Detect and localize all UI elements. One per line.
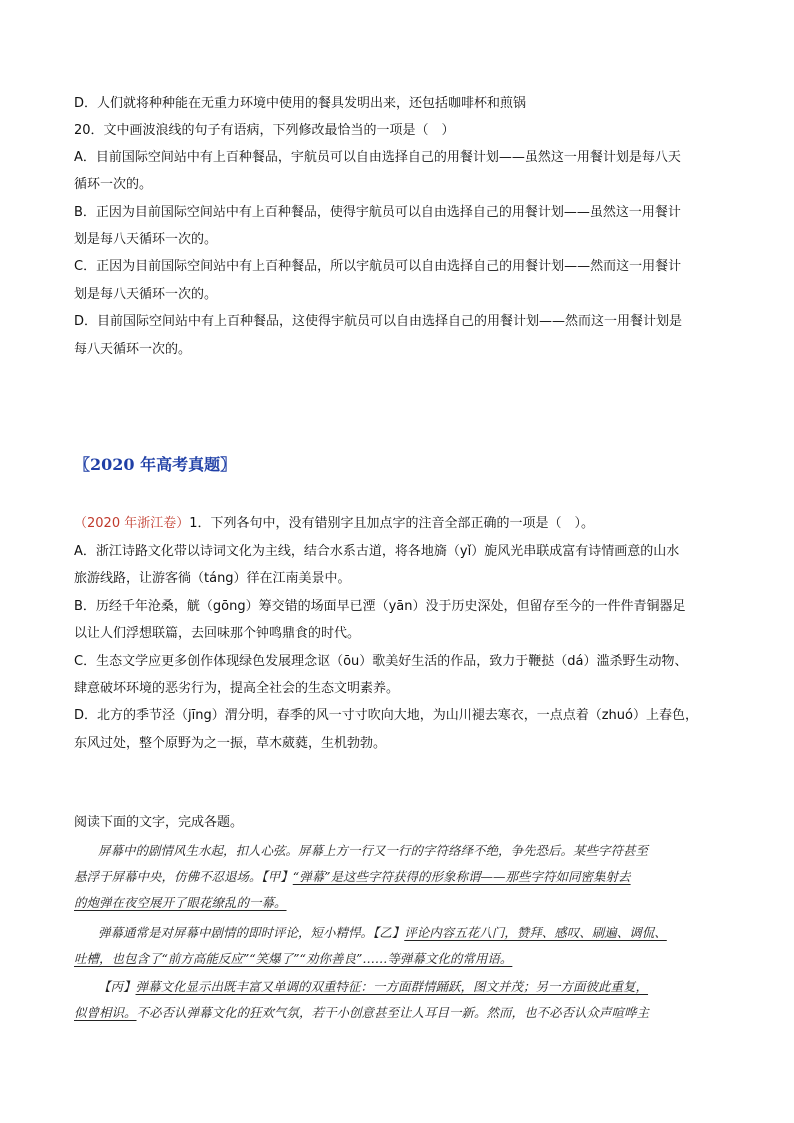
q20-option-a-line1: A．目前国际空间站中有上百种餐品，宇航员可以自由选择自己的用餐计划——虽然这一用餐计划是每八天 bbox=[74, 150, 681, 165]
passage-p2-line1-text: 弹幕通常是对屏幕中剧情的即时评论，短小精悍。【乙】 bbox=[98, 925, 405, 940]
passage-p3-line2 bbox=[74, 1004, 649, 1022]
underlined-sentence-jia-cont: 的炮弹在夜空展开了眼花缭乱的一幕。 bbox=[74, 895, 287, 910]
q1-option-c-line2: 肆意破坏环境的恶劣行为，提高全社会的生态文明素养。 bbox=[74, 681, 400, 696]
question-20-stem: 20．文中画波浪线的句子有语病，下列修改最恰当的一项是（ ） bbox=[74, 123, 455, 138]
q1-option-a-line2: 旅游线路，让游客徜（táng）徉在江南美景中。 bbox=[74, 571, 351, 586]
q20-option-b-line1: B．正因为目前国际空间站中有上百种餐品，使得宇航员可以自由选择自己的用餐计划——虽然这一用餐计 bbox=[74, 205, 681, 220]
passage-p3-line2-text: 不必否认弹幕文化的狂欢气氛，若干小创意甚至让人耳目一新。然而，也不必否认众声喧哗主 bbox=[136, 1005, 650, 1020]
q20-option-c-line1: C．正因为目前国际空间站中有上百种餐品，所以宇航员可以自由选择自己的用餐计划——然而这一用餐计 bbox=[74, 259, 682, 274]
q1-option-d-line1: D．北方的季节泾（jīng）渭分明，春季的风一寸寸吹向大地，为山川褪去寒衣，一点点着（zhuó）上春色， bbox=[74, 708, 698, 723]
option-d-previous: D．人们就将种种能在无重力环境中使用的餐具发明出来，还包括咖啡杯和煎锅 bbox=[74, 96, 527, 111]
q1-option-a-line1: A．浙江诗路文化带以诗词文化为主线，结合水系古道，将各地旖（yǐ）旎风光串联成富有诗情画意的山水 bbox=[74, 544, 680, 559]
passage-p1-line1: 屏幕中的剧情风生水起，扣人心弦。屏幕上方一行又一行的字符络绎不绝，争先恐后。某些字符甚至 bbox=[98, 843, 649, 858]
passage-p3-line1 bbox=[98, 978, 648, 996]
q1-option-b-line1: B．历经千年沧桑，觥（gōng）筹交错的场面早已湮（yān）没于历史深处，但留存至今的一件件青铜器足 bbox=[74, 599, 686, 614]
underlined-sentence-bing: 弹幕文化显示出既丰富又单调的双重特征：一方面群情踊跃，图文并茂；另一方面彼此重复， bbox=[135, 979, 649, 994]
passage-p1-line2-text: 悬浮于屏幕中央，仿佛不忍退场。【甲】 bbox=[74, 869, 293, 884]
q1-option-d-line2: 东风过处，整个原野为之一振，草木葳蕤，生机勃勃。 bbox=[74, 736, 387, 751]
underlined-sentence-yi-cont: 吐槽，也包含了“前方高能反应”“笑爆了”“劝你善良”……等弹幕文化的常用语。 bbox=[74, 951, 513, 966]
underlined-sentence-yi: 评论内容五花八门，赞拜、感叹、刷遍、调侃、 bbox=[404, 925, 667, 940]
section-heading: 〖2020 年高考真题〗 bbox=[74, 455, 237, 474]
q1-option-c-line1: C．生态文学应更多创作体现绿色发展理念讴（ōu）歌美好生活的作品，致力于鞭挞（dá）滥杀野生动物、 bbox=[74, 654, 688, 669]
passage-p1-line2 bbox=[74, 868, 631, 886]
passage-p1-line3 bbox=[74, 894, 287, 912]
question-source: （2020 年浙江卷） bbox=[74, 516, 190, 531]
passage-p3-label: 【丙】 bbox=[98, 979, 136, 994]
underlined-sentence-jia: “弹幕”是这些字符获得的形象称谓——那些字符如同密集射去 bbox=[292, 869, 631, 884]
question-1-stem: 1．下列各句中，没有错别字且加点字的注音全部正确的一项是（ ）。 bbox=[189, 516, 594, 531]
q20-option-d-line2: 每八天循环一次的。 bbox=[74, 342, 192, 357]
q1-option-b-line2: 以让人们浮想联篇，去回味那个钟鸣鼎食的时代。 bbox=[74, 626, 361, 641]
q20-option-a-line2: 循环一次的。 bbox=[74, 177, 153, 192]
question-1-stem-line bbox=[74, 515, 594, 533]
q20-option-b-line2: 划是每八天循环一次的。 bbox=[74, 232, 218, 247]
underlined-sentence-bing-cont: 似曾相识。 bbox=[74, 1005, 137, 1020]
q20-option-c-line2: 划是每八天循环一次的。 bbox=[74, 287, 218, 302]
passage-p2-line2 bbox=[74, 950, 512, 968]
passage-p2-line1 bbox=[98, 924, 667, 942]
q20-option-d-line1: D．目前国际空间站中有上百种餐品，这使得宇航员可以自由选择自己的用餐计划——然而这一用餐计划是 bbox=[74, 314, 683, 329]
reading-intro: 阅读下面的文字，完成各题。 bbox=[74, 815, 244, 830]
